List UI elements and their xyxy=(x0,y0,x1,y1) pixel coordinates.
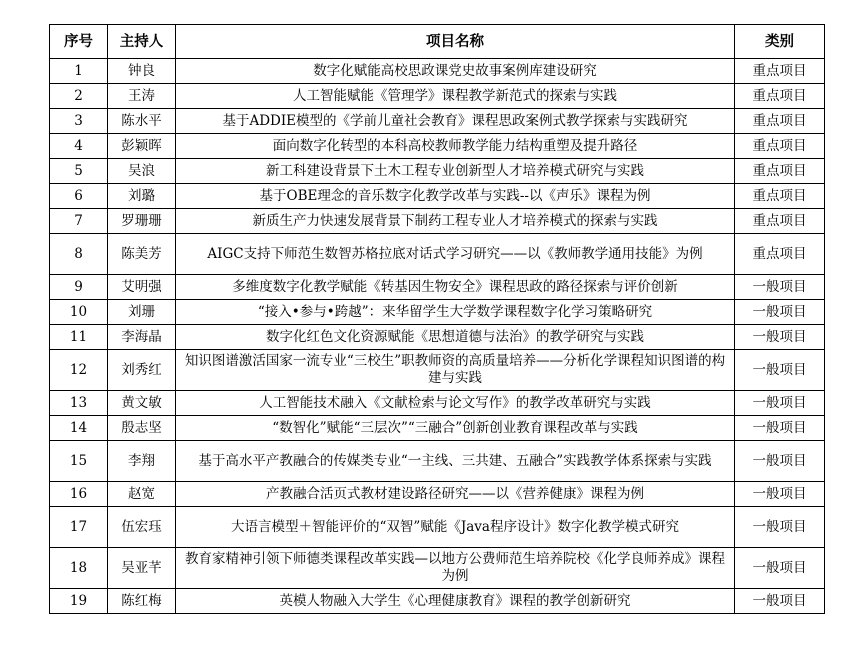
row-category: 一般项目 xyxy=(735,548,825,589)
table-row xyxy=(50,507,825,548)
row-host: 黄文敏 xyxy=(108,391,176,416)
row-category: 重点项目 xyxy=(735,159,825,184)
project-table xyxy=(49,24,825,614)
row-host: 伍宏珏 xyxy=(108,507,176,548)
row-title: 教育家精神引领下师德类课程改革实践—以地方公费师范生培养院校《化学良师养成》课程为例 xyxy=(176,548,735,589)
row-number: 10 xyxy=(50,300,108,325)
row-number: 6 xyxy=(50,184,108,209)
table-row xyxy=(50,84,825,109)
row-category: 一般项目 xyxy=(735,416,825,441)
row-title: 知识图谱激活国家一流专业“三校生”职教师资的高质量培养——分析化学课程知识图谱的构建与实践 xyxy=(176,350,735,391)
row-category: 一般项目 xyxy=(735,325,825,350)
row-host: 王涛 xyxy=(108,84,176,109)
row-title: 英模人物融入大学生《心理健康教育》课程的教学创新研究 xyxy=(176,589,735,614)
table-row xyxy=(50,234,825,275)
table-row xyxy=(50,416,825,441)
table-row xyxy=(50,441,825,482)
row-host: 彭颖晖 xyxy=(108,134,176,159)
row-number: 2 xyxy=(50,84,108,109)
row-title: 大语言模型＋智能评价的“双智”赋能《Java程序设计》数字化教学模式研究 xyxy=(176,507,735,548)
row-category: 重点项目 xyxy=(735,234,825,275)
row-title: 基于高水平产教融合的传媒类专业“一主线、三共建、五融合”实践教学体系探索与实践 xyxy=(176,441,735,482)
row-host: 赵宽 xyxy=(108,482,176,507)
row-category: 重点项目 xyxy=(735,209,825,234)
table-body xyxy=(50,59,825,614)
row-host: 刘珊 xyxy=(108,300,176,325)
row-number: 1 xyxy=(50,59,108,84)
row-number: 12 xyxy=(50,350,108,391)
row-category: 重点项目 xyxy=(735,184,825,209)
table-row xyxy=(50,325,825,350)
row-category: 一般项目 xyxy=(735,275,825,300)
table-row xyxy=(50,134,825,159)
table-row xyxy=(50,300,825,325)
header-host: 主持人 xyxy=(108,25,176,59)
row-category: 重点项目 xyxy=(735,59,825,84)
row-number: 19 xyxy=(50,589,108,614)
row-title: 多维度数字化教学赋能《转基因生物安全》课程思政的路径探索与评价创新 xyxy=(176,275,735,300)
row-title: 数字化赋能高校思政课党史故事案例库建设研究 xyxy=(176,59,735,84)
row-number: 18 xyxy=(50,548,108,589)
row-category: 重点项目 xyxy=(735,84,825,109)
row-title: 基于OBE理念的音乐数字化教学改革与实践--以《声乐》课程为例 xyxy=(176,184,735,209)
row-category: 一般项目 xyxy=(735,300,825,325)
table-row xyxy=(50,482,825,507)
header-title: 项目名称 xyxy=(176,25,735,59)
row-number: 8 xyxy=(50,234,108,275)
row-title: 数字化红色文化资源赋能《思想道德与法治》的教学研究与实践 xyxy=(176,325,735,350)
row-number: 17 xyxy=(50,507,108,548)
row-title: 新工科建设背景下土木工程专业创新型人才培养模式研究与实践 xyxy=(176,159,735,184)
row-title: 基于ADDIE模型的《学前儿童社会教育》课程思政案例式教学探索与实践研究 xyxy=(176,109,735,134)
table-row xyxy=(50,391,825,416)
row-number: 11 xyxy=(50,325,108,350)
row-host: 李海晶 xyxy=(108,325,176,350)
table-row xyxy=(50,548,825,589)
row-number: 5 xyxy=(50,159,108,184)
row-host: 陈红梅 xyxy=(108,589,176,614)
table-row xyxy=(50,109,825,134)
row-number: 7 xyxy=(50,209,108,234)
row-host: 刘秀红 xyxy=(108,350,176,391)
row-number: 14 xyxy=(50,416,108,441)
row-host: 陈水平 xyxy=(108,109,176,134)
row-category: 重点项目 xyxy=(735,109,825,134)
row-category: 一般项目 xyxy=(735,441,825,482)
row-number: 9 xyxy=(50,275,108,300)
table-row xyxy=(50,184,825,209)
table-row xyxy=(50,589,825,614)
row-host: 刘璐 xyxy=(108,184,176,209)
row-category: 一般项目 xyxy=(735,482,825,507)
row-number: 15 xyxy=(50,441,108,482)
table-row xyxy=(50,275,825,300)
table-row xyxy=(50,59,825,84)
row-number: 13 xyxy=(50,391,108,416)
row-category: 一般项目 xyxy=(735,391,825,416)
row-host: 钟良 xyxy=(108,59,176,84)
row-category: 一般项目 xyxy=(735,507,825,548)
row-category: 一般项目 xyxy=(735,589,825,614)
header-row xyxy=(50,25,825,59)
row-host: 李翔 xyxy=(108,441,176,482)
row-category: 一般项目 xyxy=(735,350,825,391)
table-row xyxy=(50,159,825,184)
table-row xyxy=(50,350,825,391)
row-host: 殷志坚 xyxy=(108,416,176,441)
row-host: 吴亚芊 xyxy=(108,548,176,589)
row-number: 16 xyxy=(50,482,108,507)
row-host: 陈美芳 xyxy=(108,234,176,275)
row-title: AIGC支持下师范生数智苏格拉底对话式学习研究——以《教师教学通用技能》为例 xyxy=(176,234,735,275)
row-title: 产教融合活页式教材建设路径研究——以《营养健康》课程为例 xyxy=(176,482,735,507)
row-title: 面向数字化转型的本科高校教师教学能力结构重塑及提升路径 xyxy=(176,134,735,159)
row-host: 吴浪 xyxy=(108,159,176,184)
row-host: 艾明强 xyxy=(108,275,176,300)
row-title: 人工智能赋能《管理学》课程教学新范式的探索与实践 xyxy=(176,84,735,109)
header-category: 类别 xyxy=(735,25,825,59)
row-title: “接入•参与•跨越”：来华留学生大学数学课程数字化学习策略研究 xyxy=(176,300,735,325)
row-title: 人工智能技术融入《文献检索与论文写作》的教学改革研究与实践 xyxy=(176,391,735,416)
row-title: “数智化”赋能“三层次”“三融合”创新创业教育课程改革与实践 xyxy=(176,416,735,441)
row-category: 重点项目 xyxy=(735,134,825,159)
header-no: 序号 xyxy=(50,25,108,59)
row-number: 3 xyxy=(50,109,108,134)
row-title: 新质生产力快速发展背景下制药工程专业人才培养模式的探索与实践 xyxy=(176,209,735,234)
table-row xyxy=(50,209,825,234)
row-host: 罗珊珊 xyxy=(108,209,176,234)
row-number: 4 xyxy=(50,134,108,159)
